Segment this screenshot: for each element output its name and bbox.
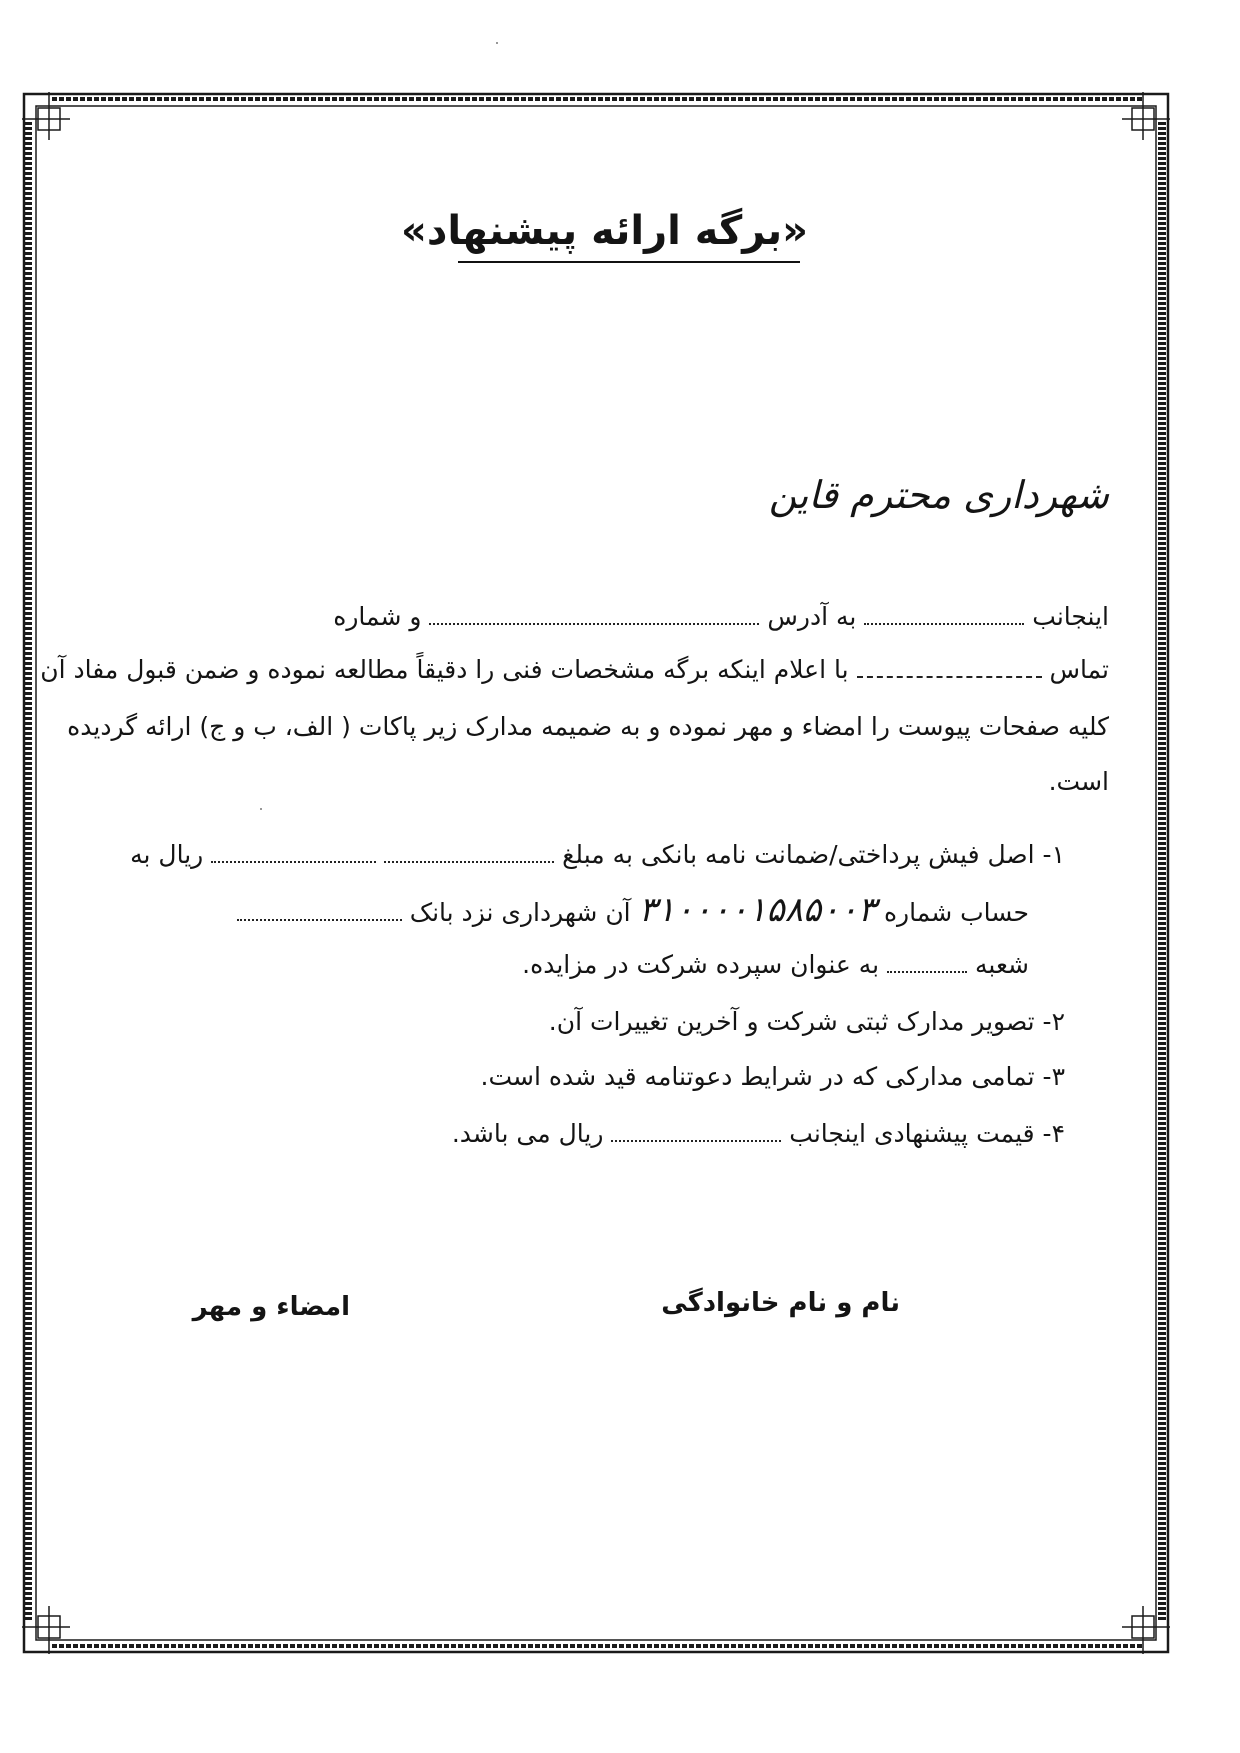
decorative-border	[22, 92, 1170, 1654]
name-label: نام و نام خانوادگی	[661, 1288, 900, 1318]
applicant-name-blank	[864, 605, 1024, 625]
branch-label: شعبه	[975, 950, 1029, 979]
account-number-label: حساب شماره	[883, 898, 1029, 927]
intro-line-2	[40, 653, 1109, 687]
title-underline	[458, 261, 800, 263]
item-1-line-3	[522, 948, 1029, 982]
form-title: «برگه ارائه پیشنهاد»	[400, 208, 808, 254]
signature-stamp-label: امضاء و مهر	[192, 1292, 350, 1322]
item-3: ۳- تمامی مدارکی که در شرایط دعوتنامه قید شده است.	[480, 1062, 1065, 1091]
item-4	[452, 1117, 1065, 1151]
intro-applicant-label: اینجانب	[1032, 602, 1109, 631]
deposit-text: به عنوان سپرده شرکت در مزایده.	[522, 950, 880, 979]
intro-line-4: است.	[1048, 767, 1109, 796]
intro-address-label: به آدرس	[767, 602, 857, 631]
branch-blank	[887, 953, 967, 973]
item-4-text: ۴- قیمت پیشنهادی اینجانب	[789, 1119, 1065, 1148]
intro-line-1	[333, 600, 1109, 634]
intro-number-label: و شماره	[333, 602, 422, 631]
price-blank	[611, 1122, 781, 1142]
intro-declaration: با اعلام اینکه برگه مشخصات فنی را دقیقاً مطالعه نموده و ضمن قبول مفاد آن	[40, 655, 849, 684]
amount-blank-2	[211, 843, 376, 863]
bank-name-blank	[237, 901, 402, 921]
address-blank	[429, 605, 759, 625]
bank-label: آن شهرداری نزد بانک	[409, 898, 631, 927]
account-number-handwritten: ۳۱۰۰۰۰۱۵۸۵۰۰۳	[638, 890, 876, 930]
scan-speck	[260, 808, 262, 810]
item-1-rial-label: ریال به	[130, 840, 204, 869]
salutation: شهرداری محترم قاین	[768, 473, 1109, 517]
item-1-line-2	[237, 890, 1029, 930]
scan-speck	[496, 42, 498, 44]
item-1-line-1	[130, 838, 1065, 872]
item-2: ۲- تصویر مدارک ثبتی شرکت و آخرین تغییرات آن.	[548, 1007, 1065, 1036]
intro-line-3: کلیه صفحات پیوست را امضاء و مهر نموده و به ضمیمه مدارک زیر پاکات ( الف، ب و ج) ارائه گردیده	[67, 712, 1109, 741]
item-4-rial-label: ریال می باشد.	[451, 1119, 604, 1148]
contact-number-blank	[857, 658, 1042, 678]
amount-blank	[384, 843, 554, 863]
intro-contact-label: تماس	[1049, 655, 1109, 684]
item-1-text: ۱- اصل فیش پرداختی/ضمانت نامه بانکی به مبلغ	[562, 840, 1065, 869]
